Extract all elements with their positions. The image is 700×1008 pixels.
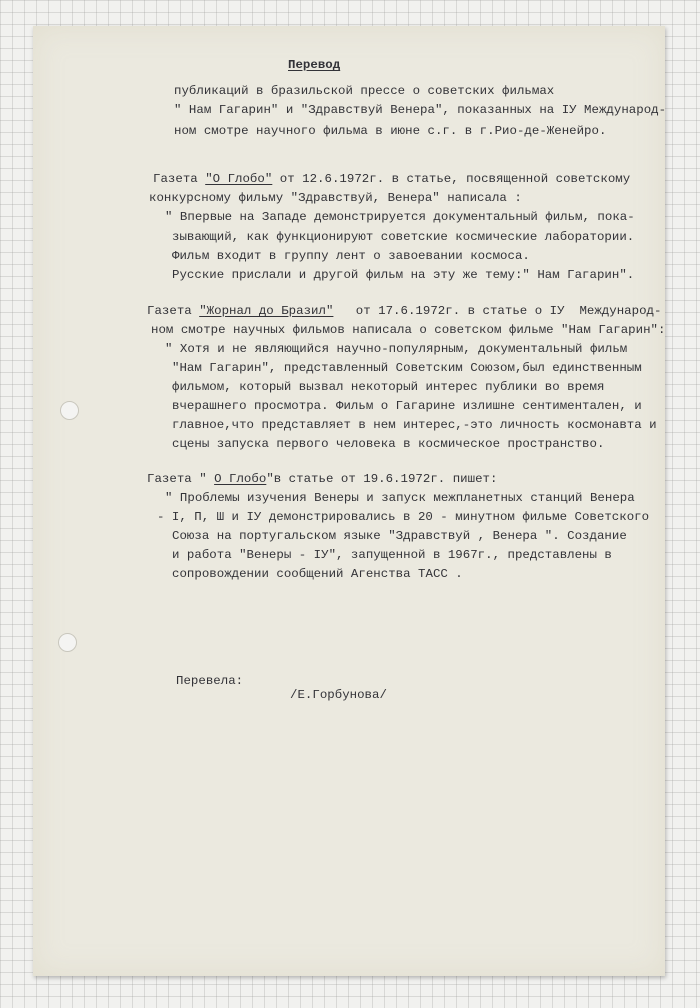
quote-line: зывающий, как функционируют советские космические лаборатории. bbox=[172, 230, 635, 244]
quote-line: Фильм входит в группу лент о завоевании космоса. bbox=[172, 249, 530, 263]
translator-name: /Е.Горбунова/ bbox=[290, 688, 387, 702]
quote-line: сцены запуска первого человека в космическое пространство. bbox=[172, 437, 605, 451]
newspaper-name: "О Глобо" bbox=[205, 172, 273, 186]
body-line: ном смотре научных фильмов написала о советском фильме "Нам Гагарин": bbox=[151, 323, 666, 337]
lead-prefix: Газета bbox=[147, 304, 200, 318]
quote-line: и работа "Венеры - IУ", запущенной в 1967г., представлены в bbox=[172, 548, 612, 562]
newspaper-name: О Глобо bbox=[214, 472, 267, 486]
quote-line: " Впервые на Западе демонстрируется документальный фильм, пока- bbox=[165, 210, 635, 224]
lead-rest: "в статье от 19.6.1972г. пишет: bbox=[266, 472, 498, 486]
quote-line: главное,что представляет в нем интерес,-это личность космонавта и bbox=[172, 418, 657, 432]
quote-line: сопровождении сообщений Агенства ТАСС . bbox=[172, 567, 463, 581]
lead-prefix: Газета bbox=[153, 172, 206, 186]
quote-line: Русские прислали и другой фильм на эту же тему:" Нам Гагарин". bbox=[172, 268, 635, 282]
header-line: ном смотре научного фильма в июне с.г. в г.Рио-де-Женейро. bbox=[174, 124, 607, 138]
section-lead bbox=[147, 304, 661, 318]
quote-line: фильмом, который вызвал некоторый интерес публики во время bbox=[172, 380, 605, 394]
quote-line: Союза на португальском языке "Здравствуй , Венера ". Создание bbox=[172, 529, 627, 543]
body-line: конкурсному фильму "Здравствуй, Венера" написала : bbox=[149, 191, 522, 205]
quote-line: вчерашнего просмотра. Фильм о Гагарине излишне сентиментален, и bbox=[172, 399, 642, 413]
lead-rest: от 17.6.1972г. в статье о IУ Международ- bbox=[333, 304, 662, 318]
header-line: " Нам Гагарин" и "Здравствуй Венера", показанных на IУ Международ- bbox=[174, 103, 667, 117]
quote-line: - I, П, Ш и IУ демонстрировались в 20 - минутном фильме Советского bbox=[157, 510, 650, 524]
document-title: Перевод bbox=[288, 58, 341, 72]
translator-label: Перевела: bbox=[176, 674, 244, 688]
section-lead bbox=[147, 472, 497, 486]
lead-rest: от 12.6.1972г. в статье, посвященной советскому bbox=[272, 172, 631, 186]
punch-hole bbox=[60, 401, 79, 420]
section-lead bbox=[153, 172, 630, 186]
punch-hole bbox=[58, 633, 77, 652]
quote-line: " Хотя и не являющийся научно-популярным, документальный фильм bbox=[165, 342, 628, 356]
lead-prefix: Газета " bbox=[147, 472, 215, 486]
header-line: публикаций в бразильской прессе о советских фильмах bbox=[174, 84, 555, 98]
quote-line: " Проблемы изучения Венеры и запуск межпланетных станций Венера bbox=[165, 491, 635, 505]
newspaper-name: "Жорнал до Бразил" bbox=[199, 304, 334, 318]
quote-line: "Нам Гагарин", представленный Советским Союзом,был единственным bbox=[172, 361, 642, 375]
